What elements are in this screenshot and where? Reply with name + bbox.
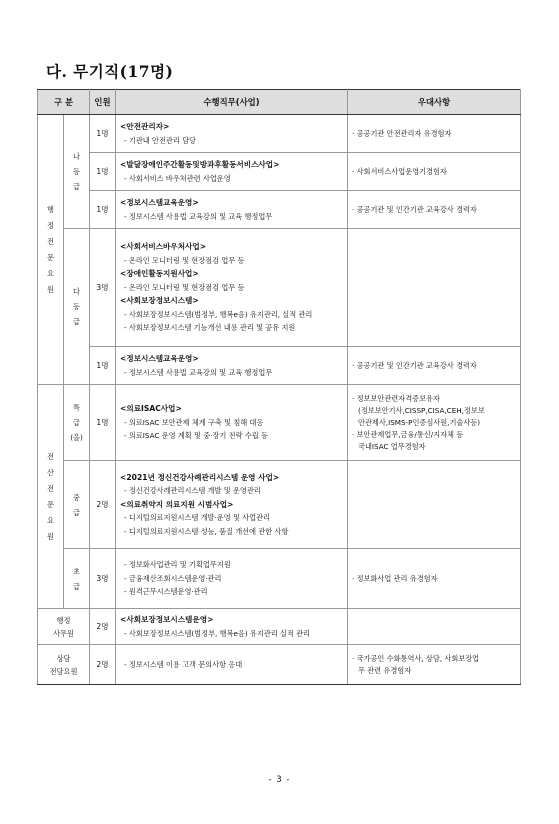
row-preference: · 사회서비스사업운영기경험자 xyxy=(348,153,521,191)
row-duty: <안전관리자> - 기관내 안전관리 담당 xyxy=(116,115,348,153)
table-row xyxy=(38,191,521,229)
section-title: 다. 무기직(17명) xyxy=(46,62,174,81)
group-admin: 행 정 전 문 요 원 xyxy=(38,115,64,385)
row-duty: <2021년 정신건강사례관리시스템 운영 사업> - 정신건강사례관리시스템 개발 및 운영관리 <의료취약지 의료지원 시범사업> - 디지털의료지원시스템 개발·운영 및 사업관리 - 디지털의료지원시스템 성능, 품질 개선에 관한 사항 xyxy=(116,461,348,549)
table-row xyxy=(38,115,521,153)
row-preference: · 정보보안관련자격증보유자 (정보보안기사,CISSP,CISA,CEH,정보보 안관제사,ISMS-P인증심사원,기술사등) · 보안관제업무,금융/통신/지자체 등 국내ISAC 업무경험자 xyxy=(348,385,521,461)
row-duty: <정보시스템교육운영> - 정보시스템 사용법 교육강의 및 교육 행정업무 xyxy=(116,347,348,385)
row-count: 1명 xyxy=(90,385,116,461)
table-row xyxy=(38,229,521,347)
row-count: 1명 xyxy=(90,191,116,229)
category-counselor: 상담 전담요원 xyxy=(38,645,90,685)
row-preference: · 국가공인 수화통역사, 상담, 사회보장업 무 관련 유경험자 xyxy=(348,645,521,685)
row-preference xyxy=(348,229,521,347)
row-count: 3명 xyxy=(90,229,116,347)
row-count: 2명 xyxy=(90,609,116,645)
table-row xyxy=(38,385,521,461)
page-number: - 3 - xyxy=(268,775,291,785)
header-preference: 우대사항 xyxy=(348,90,521,115)
category-admin-clerk: 행정 사무원 xyxy=(38,609,90,645)
table-row xyxy=(38,645,521,685)
row-count: 1명 xyxy=(90,347,116,385)
header-count: 인원 xyxy=(90,90,116,115)
row-duty: - 정보시스템 이용 고객 문의사항 응대 xyxy=(116,645,348,685)
grade-na: 나 등 급 xyxy=(64,115,90,229)
row-count: 1명 xyxy=(90,115,116,153)
row-duty: <정보시스템교육운영> - 정보시스템 사용법 교육강의 및 교육 행정업무 xyxy=(116,191,348,229)
table-row xyxy=(38,153,521,191)
staff-table xyxy=(37,89,521,685)
table-row xyxy=(38,549,521,609)
table-header-row xyxy=(38,90,521,115)
row-count: 1명 xyxy=(90,153,116,191)
row-duty: <의료ISAC사업> - 의료ISAC 보안관제 체계 구축 및 침해 대응 - 의료ISAC 운영 계획 및 중·장기 전략 수립 등 xyxy=(116,385,348,461)
row-count: 2명 xyxy=(90,461,116,549)
header-duty: 수행직무(사업) xyxy=(116,90,348,115)
grade-junior: 초 급 xyxy=(64,549,90,609)
table-row xyxy=(38,461,521,549)
row-preference xyxy=(348,461,521,549)
row-preference: · 공공기관 및 인간기관 교육강사 경력자 xyxy=(348,347,521,385)
header-category: 구 분 xyxy=(38,90,90,115)
row-duty: <사회보장정보시스템운영> - 사회보장정보시스템(범정부, 행복e음) 유지관리 실적 관리 xyxy=(116,609,348,645)
grade-special: 특 급 (을) xyxy=(64,385,90,461)
row-count: 3명 xyxy=(90,549,116,609)
grade-mid: 중 급 xyxy=(64,461,90,549)
table-row xyxy=(38,609,521,645)
row-duty: <사회서비스바우처사업> - 온라인 모니터링 및 현장점검 업무 등 <장애인활동지원사업> - 온라인 모니터링 및 현장점검 업무 등 <사회보장정보시스템> - 사회보장정보시스템(범정부, 행복e음) 유지관리, 실적 관리 - 사회보장정보시스템 기능개선 내용 관리 및 공유 지원 xyxy=(116,229,348,347)
grade-da: 다 등 급 xyxy=(64,229,90,385)
row-duty: <발달장애인주간활동및방과후활동서비스사업> - 사회서비스 바우처관련 사업운영 xyxy=(116,153,348,191)
row-count: 2명 xyxy=(90,645,116,685)
row-preference: · 정보화사업 관리 유경험자 xyxy=(348,549,521,609)
row-preference: · 공공기관 안전관리자 유경험자 xyxy=(348,115,521,153)
table-row xyxy=(38,347,521,385)
row-duty: - 정보화사업관리 및 기획업무지원 - 금융재산조회시스템운영·관리 - 원격근무시스템운영·관리 xyxy=(116,549,348,609)
row-preference: · 공공기관 및 인간기관 교육강사 경력자 xyxy=(348,191,521,229)
row-preference xyxy=(348,609,521,645)
group-it: 전 산 전 문 요 원 xyxy=(38,385,64,609)
